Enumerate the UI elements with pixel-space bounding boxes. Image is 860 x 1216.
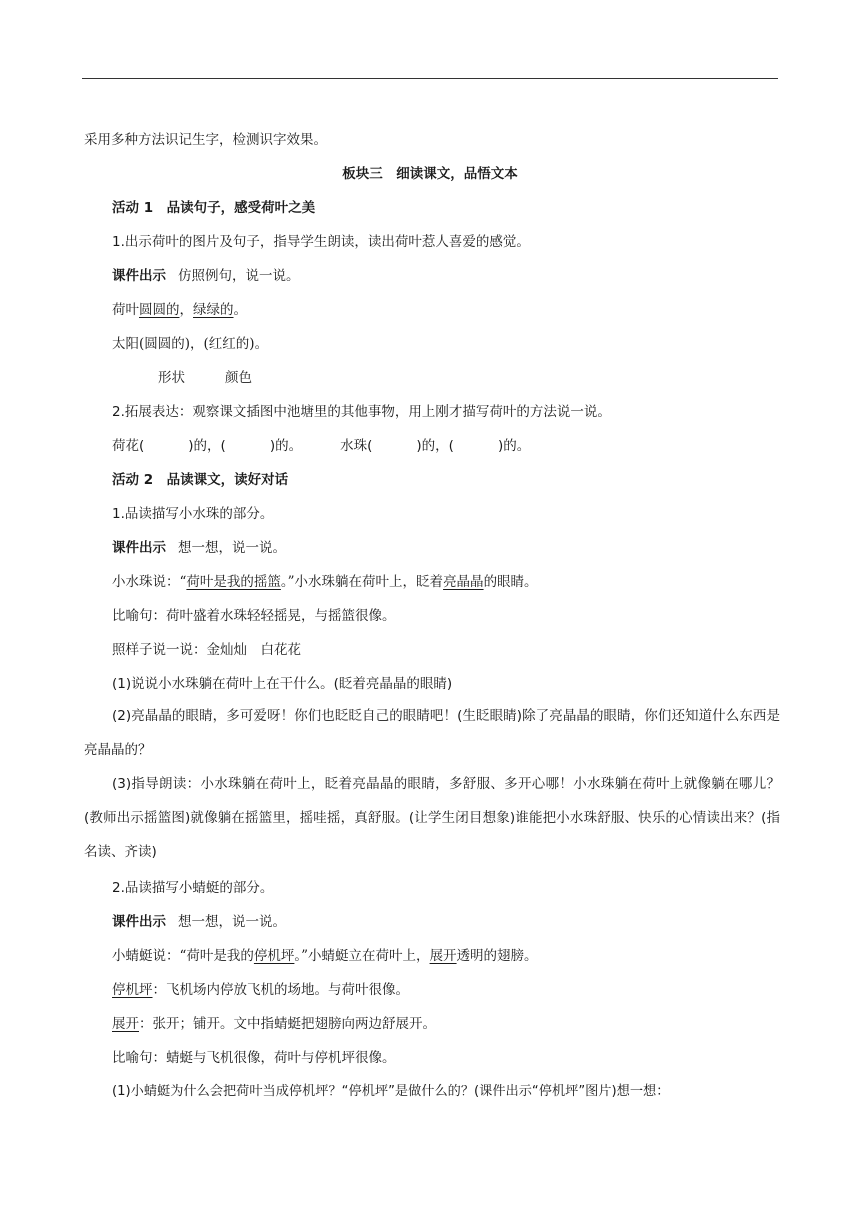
dragonfly-quote-underlined: 停机坪 (253, 948, 295, 964)
question-2: (2)亮晶晶的眼睛，多可爱呀！你们也眨眨自己的眼睛吧！(生眨眼睛)除了亮晶晶的眼睛，你们还知道什么东西是亮晶晶的？ (84, 708, 780, 758)
fill-lotus-b: )的，( (188, 438, 226, 454)
metaphor-line-2: 比喻句：蜻蜓与飞机很像，荷叶与停机坪很像。 (112, 1050, 396, 1066)
definition-term-1: 停机坪 (112, 982, 153, 998)
definition-line-1 (112, 980, 409, 1000)
courseware-text-2: 想一想，说一说。 (178, 540, 286, 556)
example-sentence (112, 300, 247, 320)
intro-line: 采用多种方法识记生字，检测识字效果。 (84, 132, 327, 148)
shape-label: 形状 (158, 370, 185, 386)
fill-water-a: 水珠( (340, 438, 373, 454)
courseware-line-2 (112, 538, 286, 558)
water-quote-c: 的眼睛。 (483, 574, 538, 590)
question-3: (3)指导朗读：小水珠躺在荷叶上，眨着亮晶晶的眼睛，多舒服、多开心哪！小水珠躺在荷叶上就像躺在哪儿？(教师出示摇篮图)就像躺在摇篮里，摇哇摇，真舒服。(让学生闭目想象)谁能把小水珠舒服、快乐的心情读出来？(指名读、齐读) (84, 776, 780, 860)
dragonfly-quote-b: 。”小蜻蜓立在荷叶上， (294, 948, 430, 964)
example-sep: ， (179, 302, 193, 318)
courseware-text: 仿照例句，说一说。 (178, 268, 300, 284)
definition-text-1: ：飞机场内停放飞机的场地。与荷叶很像。 (152, 982, 409, 998)
courseware-label-2: 课件出示 (112, 540, 166, 556)
pattern-line: 照样子说一说：金灿灿 白花花 (112, 642, 301, 658)
definition-term-2: 展开 (112, 1016, 139, 1032)
fill-water-c: )的。 (497, 438, 531, 454)
dragonfly-quote-line (112, 946, 538, 966)
courseware-line-3 (112, 912, 286, 932)
activity1-step2: 2.拓展表达：观察课文插图中池塘里的其他事物，用上刚才描写荷叶的方法说一说。 (112, 404, 611, 420)
definition-line-2 (112, 1014, 436, 1034)
courseware-label-3: 课件出示 (112, 914, 166, 930)
section-title: 板块三 细读课文，品悟文本 (342, 166, 518, 182)
activity1-title: 活动 1 品读句子，感受荷叶之美 (112, 200, 316, 216)
fill-lotus-a: 荷花( (112, 438, 145, 454)
fill-blank-line (112, 436, 530, 456)
question-1: (1)说说小水珠躺在荷叶上在干什么。(眨着亮晶晶的眼睛) (112, 676, 453, 692)
dragonfly-quote-c: 透明的翅膀。 (456, 948, 538, 964)
metaphor-line-1: 比喻句：荷叶盛着水珠轻轻摇晃，与摇篮很像。 (112, 608, 396, 624)
dragonfly-quote-a: 小蜻蜓说：“荷叶是我的 (112, 948, 254, 964)
color-label: 颜色 (225, 370, 252, 386)
header-rule (82, 78, 778, 79)
definition-text-2: ：张开；铺开。文中指蜻蜓把翅膀向两边舒展开。 (139, 1016, 436, 1032)
courseware-label: 课件出示 (112, 268, 166, 284)
shape-color-labels (158, 368, 252, 388)
activity2-title: 活动 2 品读课文，读好对话 (112, 472, 289, 488)
fill-lotus-c: )的。 (269, 438, 303, 454)
activity2-step1: 1.品读描写小水珠的部分。 (112, 506, 274, 522)
water-quote-underlined: 荷叶是我的摇篮 (186, 574, 281, 590)
water-quote-a: 小水珠说：“ (112, 574, 187, 590)
dragonfly-quote-underlined-2: 展开 (429, 948, 457, 964)
example-shape: 圆圆的 (139, 302, 180, 318)
water-quote-underlined-2: 亮晶晶 (443, 574, 484, 590)
example-color: 绿绿的 (193, 302, 234, 318)
courseware-line-1 (112, 266, 300, 286)
activity2-step2: 2.品读描写小蜻蜓的部分。 (112, 880, 274, 896)
water-quote-b: 。”小水珠躺在荷叶上，眨着 (280, 574, 444, 590)
example-prefix: 荷叶 (112, 302, 139, 318)
activity1-step1: 1.出示荷叶的图片及句子，指导学生朗读，读出荷叶惹人喜爱的感觉。 (112, 234, 530, 250)
water-quote-line (112, 572, 538, 592)
question-4: (1)小蜻蜓为什么会把荷叶当成停机坪？“停机坪”是做什么的？(课件出示“停机坪”图片)想一想： (112, 1084, 670, 1099)
example-end: 。 (233, 302, 247, 318)
courseware-text-3: 想一想，说一说。 (178, 914, 286, 930)
fill-water-b: )的，( (416, 438, 454, 454)
sun-line: 太阳(圆圆的)，(红红的)。 (112, 336, 269, 352)
